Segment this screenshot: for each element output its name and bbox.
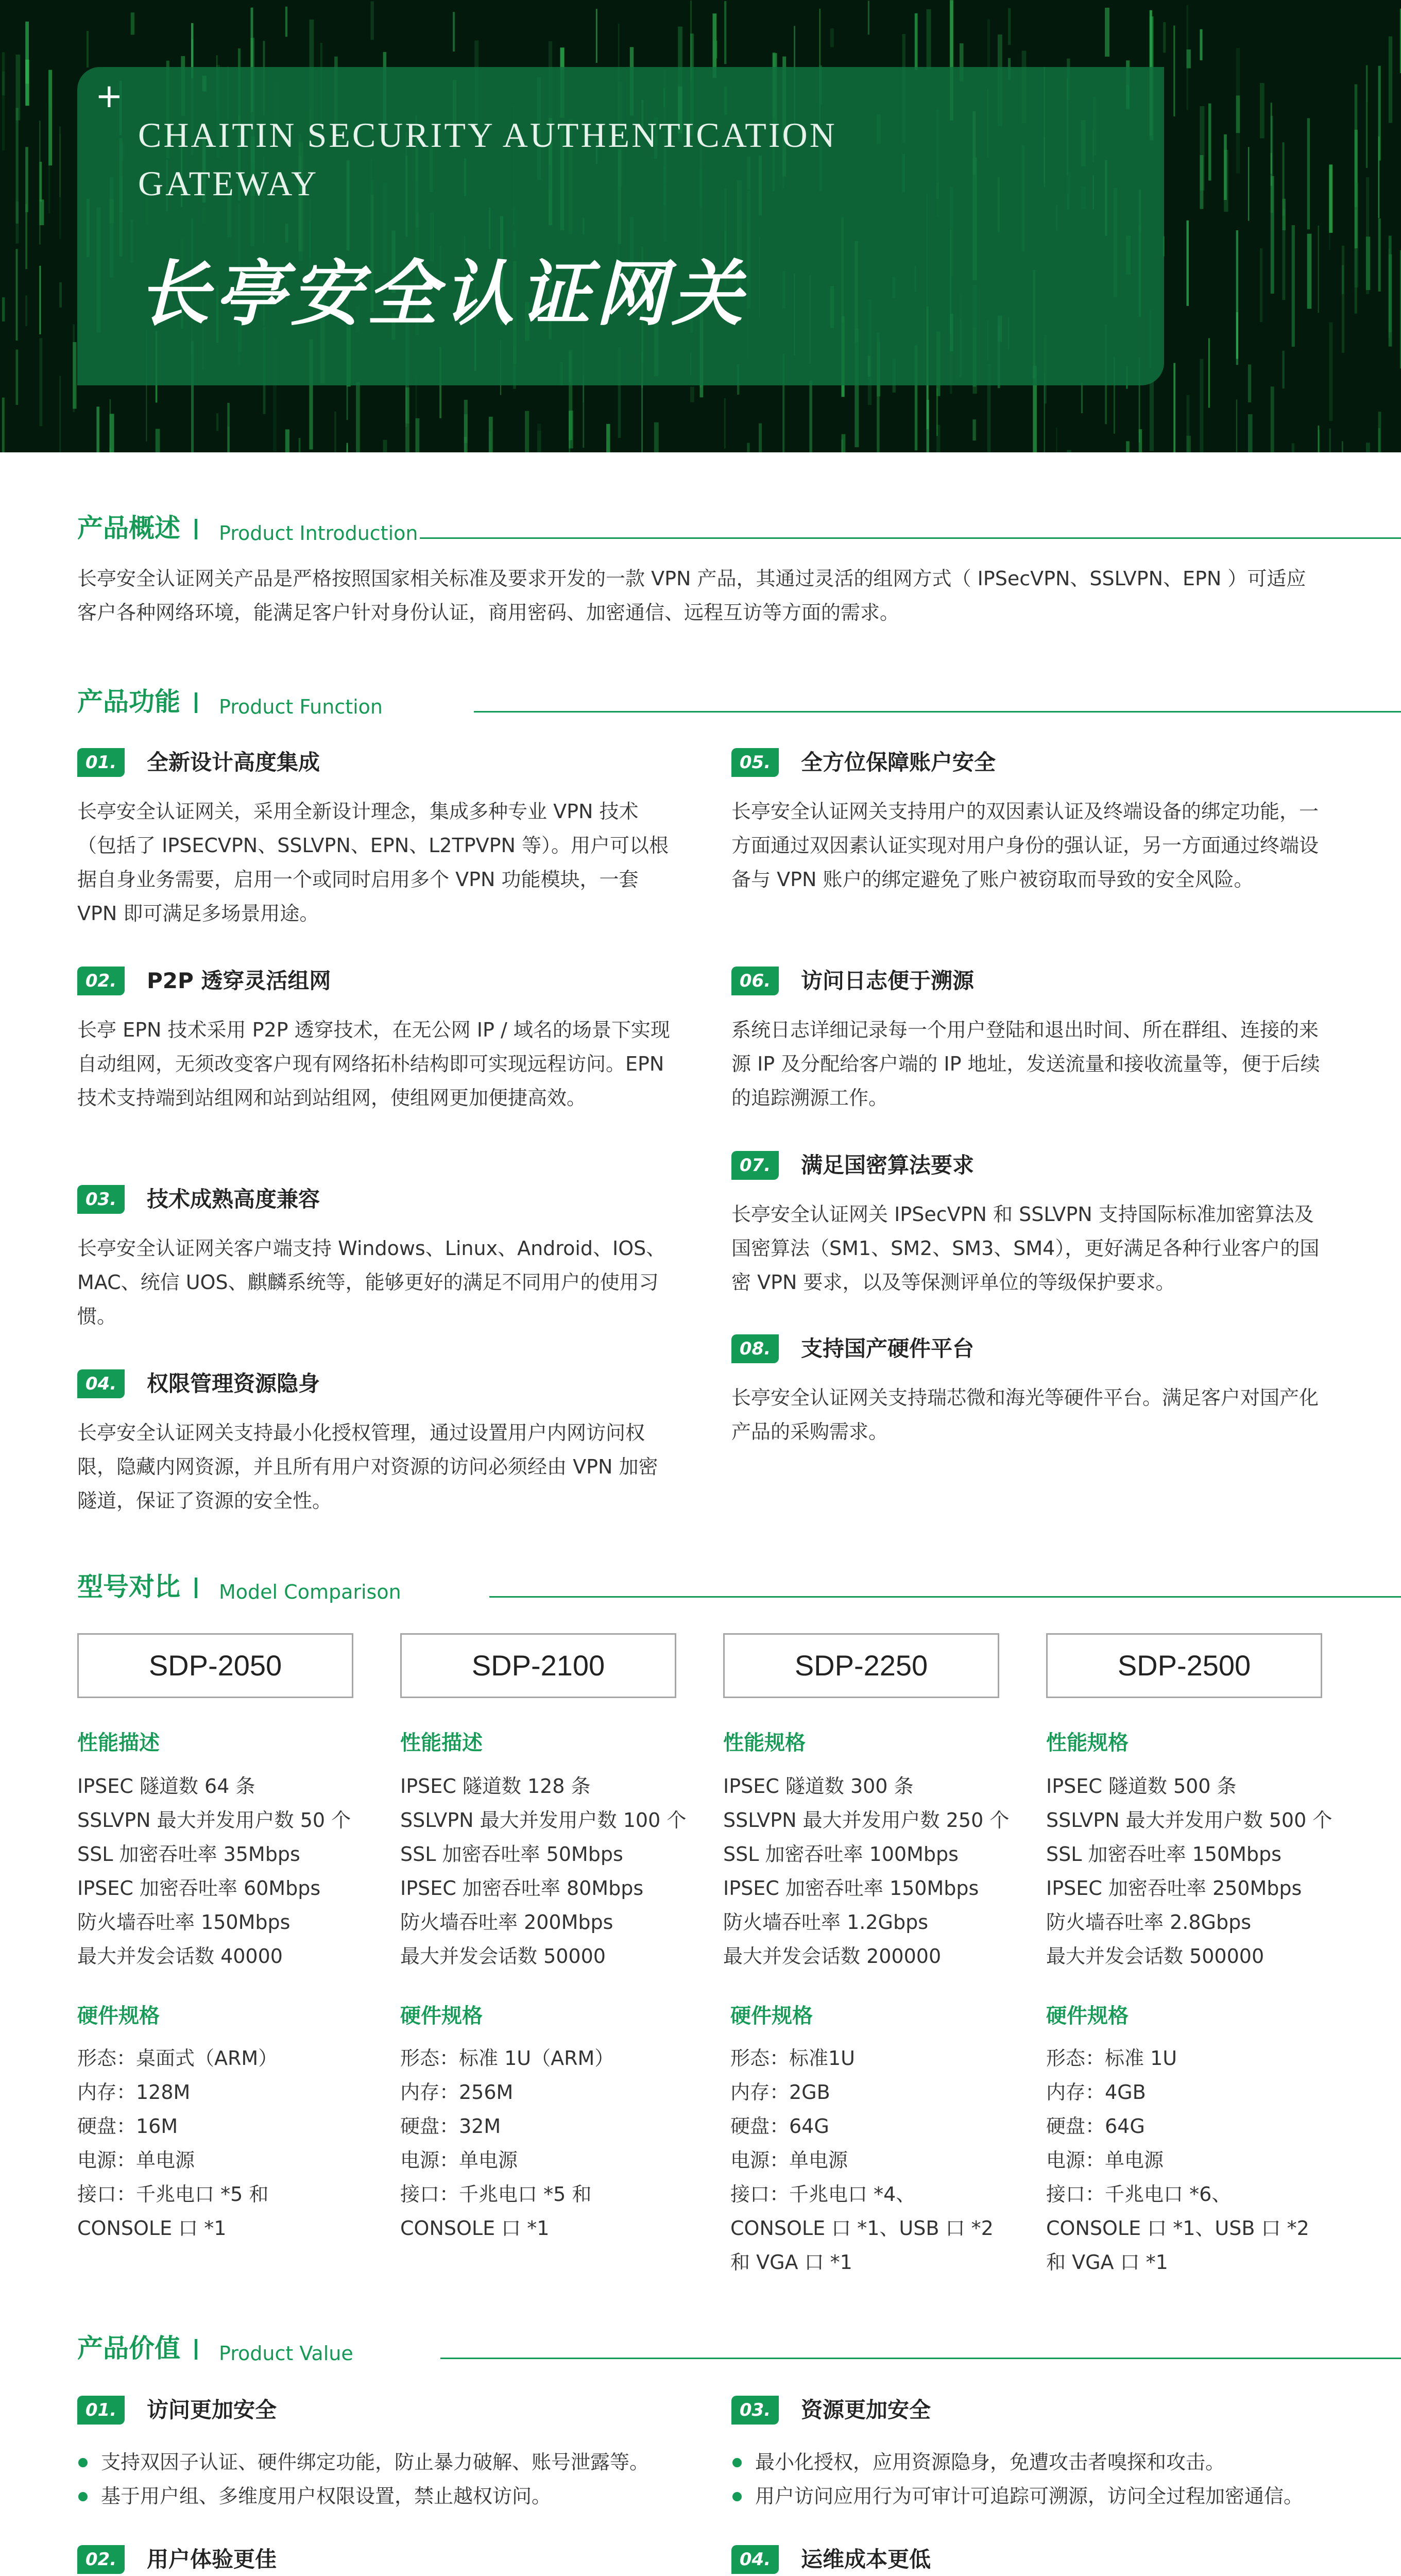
value-title: 资源更加安全: [801, 2397, 931, 2422]
feature-text: 长亭安全认证网关 IPSecVPN 和 SSLVPN 支持国际标准加密算法及国密算法（SM1、SM2、SM3、SM4），更好满足各种行业客户的国密 VPN 要求，以及等保测评单位的等级保护要求。: [731, 1203, 1320, 1294]
feature-title: P2P 透穿灵活组网: [147, 968, 331, 993]
spec-line: SSL 加密吞吐率 50Mbps: [400, 1843, 623, 1866]
hardware-list: [730, 2041, 994, 2279]
intro-text: 长亭安全认证网关产品是严格按照国家相关标准及要求开发的一款 VPN 产品，其通过灵活的组网方式（ IPSecVPN、SSLVPN、EPN ）可适应客户各种网络环境，能满足客户针对身份认证，商用密码、加密通信、远程互访等方面的需求。: [77, 567, 1306, 624]
value-title: 运维成本更低: [801, 2547, 931, 2572]
feature-text: 系统日志详细记录每一个用户登陆和退出时间、所在群组、连接的来源 IP 及分配给客户端的 IP 地址，发送流量和接收流量等，便于后续的追踪溯源工作。: [731, 1019, 1320, 1109]
spec-line: IPSEC 加密吞吐率 150Mbps: [723, 1877, 979, 1900]
spec-line: CONSOLE 口 *1: [400, 2217, 550, 2240]
section-header-models: [77, 1566, 1324, 1607]
hardware-heading: 硬件规格: [730, 2004, 813, 2028]
spec-line: 和 VGA 口 *1: [730, 2251, 852, 2274]
spec-line: IPSEC 加密吞吐率 80Mbps: [400, 1877, 644, 1900]
spec-line: IPSEC 隧道数 128 条: [400, 1775, 591, 1798]
spec-line: IPSEC 隧道数 64 条: [77, 1775, 255, 1798]
spec-line: 最大并发会话数 200000: [723, 1945, 942, 1968]
section-subtitle: Product Value: [219, 2342, 353, 2365]
spec-line: 防火墙吞吐率 200Mbps: [400, 1911, 613, 1934]
chinese-title: 长亭安全认证网关: [138, 252, 748, 335]
feature-number-badge: 04.: [77, 1369, 125, 1398]
spec-line: 和 VGA 口 *1: [1046, 2251, 1168, 2274]
section-title: 产品概述: [77, 513, 180, 543]
section-rule: [420, 537, 1401, 539]
section-title: 产品功能: [77, 687, 180, 717]
spec-line: 形态：标准 1U（ARM）: [400, 2047, 614, 2070]
spec-line: 接口：千兆电口 *5 和: [77, 2183, 269, 2206]
feature-title: 全新设计高度集成: [147, 750, 320, 775]
title-divider: [195, 519, 197, 539]
english-title: [138, 111, 1065, 208]
spec-line: 防火墙吞吐率 1.2Gbps: [723, 1911, 928, 1934]
spec-line: 形态：标准1U: [730, 2047, 855, 2070]
section-subtitle: Model Comparison: [219, 1581, 401, 1603]
spec-line: CONSOLE 口 *1: [77, 2217, 227, 2240]
spec-line: 电源：单电源: [77, 2149, 195, 2172]
feature-title: 权限管理资源隐身: [147, 1371, 320, 1396]
value-number-badge: 04.: [731, 2545, 779, 2574]
spec-line: 电源：单电源: [730, 2149, 848, 2172]
plus-icon: +: [95, 77, 123, 115]
hero-banner: [0, 0, 1401, 452]
value-bullet: 最小化授权，应用资源隐身，免遭攻击者嗅探和攻击。: [731, 2445, 1349, 2479]
title-divider: [195, 2339, 197, 2360]
spec-line: 内存：256M: [400, 2081, 514, 2104]
value-title: 用户体验更佳: [147, 2547, 277, 2572]
feature-text: 长亭 EPN 技术采用 P2P 透穿技术，在无公网 IP / 域名的场景下实现自动组网，无须改变客户现有网络拓朴结构即可实现远程访问。EPN 技术支持端到站组网和站到站组网，使组网更加便捷高效。: [77, 1019, 670, 1109]
spec-line: SSL 加密吞吐率 100Mbps: [723, 1843, 959, 1866]
section-rule: [474, 711, 1401, 713]
section-subtitle: Product Introduction: [219, 522, 418, 545]
value-bullet-list: [77, 2445, 695, 2513]
value-bullet: 基于用户组、多维度用户权限设置，禁止越权访问。: [77, 2479, 695, 2513]
spec-line: 防火墙吞吐率 2.8Gbps: [1046, 1911, 1251, 1934]
spec-line: CONSOLE 口 *1、USB 口 *2: [730, 2217, 994, 2240]
feature-title: 满足国密算法要求: [801, 1153, 975, 1178]
value-bullet-list: [731, 2445, 1349, 2513]
spec-line: SSLVPN 最大并发用户数 500 个: [1046, 1809, 1332, 1832]
performance-list: [400, 1769, 686, 1973]
hardware-list: [400, 2041, 614, 2245]
feature-text: 长亭安全认证网关客户端支持 Windows、Linux、Android、IOS、MAC、统信 UOS、麒麟系统等，能够更好的满足不同用户的使用习惯。: [77, 1237, 666, 1328]
section-title: 型号对比: [77, 1572, 180, 1602]
section-title: 产品价值: [77, 2333, 180, 2363]
spec-line: 接口：千兆电口 *6、: [1046, 2183, 1232, 2206]
spec-line: 硬盘：32M: [400, 2115, 501, 2138]
spec-line: 电源：单电源: [1046, 2149, 1164, 2172]
spec-line: SSL 加密吞吐率 150Mbps: [1046, 1843, 1282, 1866]
feature-title: 全方位保障账户安全: [801, 750, 996, 775]
value-number-badge: 03.: [731, 2396, 779, 2425]
spec-line: IPSEC 隧道数 500 条: [1046, 1775, 1237, 1798]
feature-title: 支持国产硬件平台: [801, 1336, 975, 1361]
spec-line: IPSEC 隧道数 300 条: [723, 1775, 914, 1798]
spec-line: 接口：千兆电口 *4、: [730, 2183, 916, 2206]
hardware-heading: 硬件规格: [1046, 2004, 1129, 2028]
feature-number-badge: 05.: [731, 748, 779, 777]
spec-line: 硬盘：16M: [77, 2115, 178, 2138]
feature-title: 技术成熟高度兼容: [147, 1187, 320, 1212]
model-name-box: SDP-2100: [400, 1633, 676, 1698]
spec-line: SSLVPN 最大并发用户数 250 个: [723, 1809, 1010, 1832]
spec-line: SSLVPN 最大并发用户数 100 个: [400, 1809, 687, 1832]
spec-line: 最大并发会话数 500000: [1046, 1945, 1265, 1968]
model-name-box: SDP-2500: [1046, 1633, 1322, 1698]
value-bullet: 用户访问应用行为可审计可追踪可溯源，访问全过程加密通信。: [731, 2479, 1349, 2513]
spec-line: SSLVPN 最大并发用户数 50 个: [77, 1809, 351, 1832]
hardware-heading: 硬件规格: [77, 2004, 160, 2028]
performance-list: [77, 1769, 351, 1973]
spec-line: 形态：桌面式（ARM）: [77, 2047, 278, 2070]
feature-text: 长亭安全认证网关支持最小化授权管理，通过设置用户内网访问权限，隐藏内网资源，并且所有用户对资源的访问必须经由 VPN 加密隧道，保证了资源的安全性。: [77, 1421, 658, 1512]
spec-line: IPSEC 加密吞吐率 60Mbps: [77, 1877, 321, 1900]
spec-line: 最大并发会话数 40000: [77, 1945, 283, 1968]
spec-line: 电源：单电源: [400, 2149, 518, 2172]
value-title: 访问更加安全: [147, 2397, 277, 2422]
spec-line: CONSOLE 口 *1、USB 口 *2: [1046, 2217, 1309, 2240]
english-title-line-1: CHAITIN SECURITY AUTHENTICATION: [138, 115, 837, 155]
feature-number-badge: 02.: [77, 967, 125, 995]
spec-line: 硬盘：64G: [1046, 2115, 1145, 2138]
feature-title: 访问日志便于溯源: [801, 968, 975, 993]
spec-line: 内存：4GB: [1046, 2081, 1146, 2104]
english-title-line-2: GATEWAY: [138, 164, 319, 203]
feature-number-badge: 08.: [731, 1334, 779, 1363]
hardware-list: [1046, 2041, 1309, 2279]
feature-number-badge: 07.: [731, 1151, 779, 1180]
value-number-badge: 02.: [77, 2545, 125, 2574]
spec-line: 硬盘：64G: [730, 2115, 829, 2138]
feature-text: 长亭安全认证网关支持用户的双因素认证及终端设备的绑定功能，一方面通过双因素认证实现对用户身份的强认证，另一方面通过终端设备与 VPN 账户的绑定避免了账户被窃取而导致的安全风险。: [731, 800, 1319, 891]
section-rule: [440, 2358, 1401, 2359]
spec-line: SSL 加密吞吐率 35Mbps: [77, 1843, 300, 1866]
section-rule: [489, 1596, 1401, 1598]
title-divider: [195, 692, 197, 713]
performance-list: [1046, 1769, 1332, 1973]
performance-heading: 性能规格: [723, 1731, 806, 1755]
title-divider: [195, 1578, 197, 1598]
feature-text: 长亭安全认证网关支持瑞芯微和海光等硬件平台。满足客户对国产化产品的采购需求。: [731, 1386, 1319, 1443]
hardware-heading: 硬件规格: [400, 2004, 483, 2028]
feature-number-badge: 03.: [77, 1185, 125, 1214]
section-header-function: [77, 681, 1324, 722]
spec-line: 内存：128M: [77, 2081, 191, 2104]
spec-line: IPSEC 加密吞吐率 250Mbps: [1046, 1877, 1302, 1900]
spec-line: 最大并发会话数 50000: [400, 1945, 606, 1968]
section-header-value: [77, 2328, 1324, 2369]
performance-list: [723, 1769, 1009, 1973]
spec-line: 形态：标准 1U: [1046, 2047, 1177, 2070]
value-bullet: 支持双因子认证、硬件绑定功能，防止暴力破解、账号泄露等。: [77, 2445, 695, 2479]
performance-heading: 性能描述: [77, 1731, 160, 1755]
performance-heading: 性能规格: [1046, 1731, 1129, 1755]
section-subtitle: Product Function: [219, 696, 383, 718]
model-name-box: SDP-2250: [723, 1633, 999, 1698]
spec-line: 内存：2GB: [730, 2081, 830, 2104]
spec-line: 防火墙吞吐率 150Mbps: [77, 1911, 291, 1934]
model-name-box: SDP-2050: [77, 1633, 353, 1698]
value-number-badge: 01.: [77, 2396, 125, 2425]
hardware-list: [77, 2041, 278, 2245]
spec-line: 接口：千兆电口 *5 和: [400, 2183, 592, 2206]
feature-text: 长亭安全认证网关，采用全新设计理念，集成多种专业 VPN 技术（包括了 IPSECVPN、SSLVPN、EPN、L2TPVPN 等）。用户可以根据自身业务需要，启用一个或同时启用多个 VPN 功能模块，一套 VPN 即可满足多场景用途。: [77, 800, 669, 925]
feature-number-badge: 06.: [731, 967, 779, 995]
feature-number-badge: 01.: [77, 748, 125, 777]
section-header-intro: [77, 507, 1324, 549]
performance-heading: 性能描述: [400, 1731, 483, 1755]
